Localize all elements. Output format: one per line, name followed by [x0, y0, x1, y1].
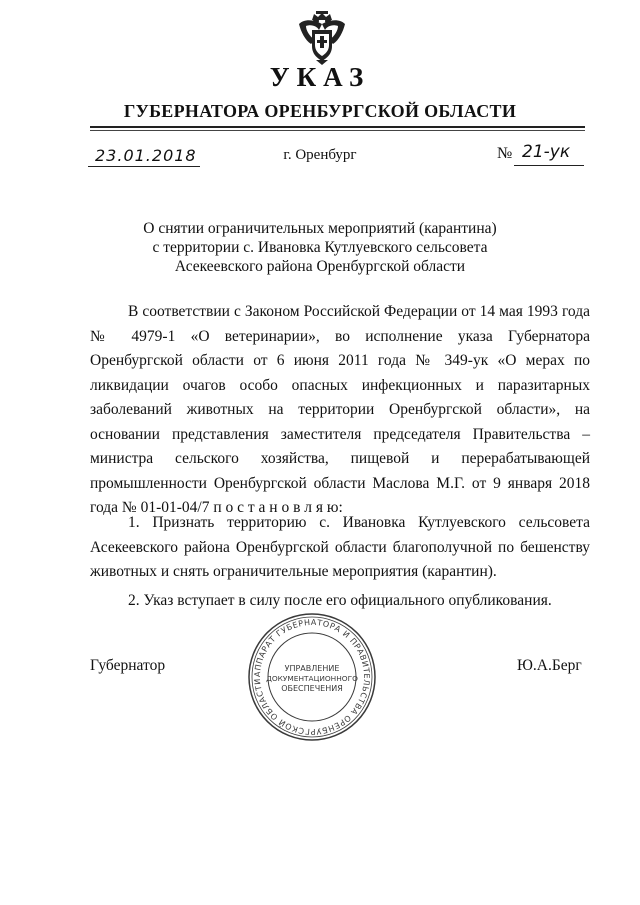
stamp-center-line: УПРАВЛЕНИЕ	[284, 664, 340, 673]
clause-2-paragraph	[90, 589, 590, 614]
decree-number: 21-ук	[522, 142, 571, 162]
stamp-center-line: ДОКУМЕНТАЦИОННОГО	[266, 674, 358, 683]
coat-of-arms-icon	[297, 10, 347, 66]
header-rule-thick	[90, 126, 585, 128]
stamp-ring-text: АППАРАТ ГУБЕРНАТОРА И ПРАВИТЕЛЬСТВА ОРЕНБУРГСКОЙ ОБЛАСТИ	[252, 617, 372, 737]
number-underline	[514, 165, 584, 166]
decree-city: г. Оренбург	[283, 147, 357, 163]
signer-role: Губернатор	[90, 657, 166, 674]
document-subtitle: ГУБЕРНАТОРА ОРЕНБУРГСКОЙ ОБЛАСТИ	[123, 101, 517, 121]
header-rule-thin	[90, 130, 585, 131]
decree-subject	[0, 219, 640, 276]
date-underline	[88, 166, 200, 167]
document-title: УКАЗ	[269, 62, 371, 92]
decree-date: 23.01.2018	[95, 146, 197, 165]
clause-1-paragraph	[90, 511, 590, 585]
number-label: №	[497, 145, 513, 162]
subject-line: О снятии ограничительных мероприятий (карантина)	[143, 220, 497, 237]
preamble-paragraph	[90, 300, 590, 521]
paragraph-text: В соответствии с Законом Российской Федерации от 14 мая 1993 года № 4979-1 «О ветеринарии», во исполнение указа Губернатора Оренбургской области от 6 июня 2011 года № 349-ук «О мерах по ликвидации очагов особо опасных инфекционных и паразитарных заболеваний животных на территории Оренбургской области», на основании представления заместителя председателя Правительства – министра сельского хозяйства, пищевой и перерабатывающей промышленности Оренбургской области Маслова М.Г. от 9 января 2018 года № 01-01-04/7 п о с т а н о в л я ю:	[90, 303, 590, 516]
subject-line: Асекеевского района Оренбургской области	[174, 258, 466, 275]
paragraph-text: 2. Указ вступает в силу после его официального опубликования.	[128, 592, 552, 609]
stamp-center-line: ОБЕСПЕЧЕНИЯ	[281, 684, 343, 693]
subject-line: с территории с. Ивановка Кутлуевского сельсовета	[152, 239, 488, 256]
official-stamp	[246, 611, 378, 743]
paragraph-text: 1. Признать территорию с. Ивановка Кутлуевского сельсовета Асекеевского района Оренбургской области благополучной по бешенству животных и снять ограничительные мероприятия (карантин).	[90, 514, 590, 580]
signer-name: Ю.А.Берг	[517, 657, 582, 674]
